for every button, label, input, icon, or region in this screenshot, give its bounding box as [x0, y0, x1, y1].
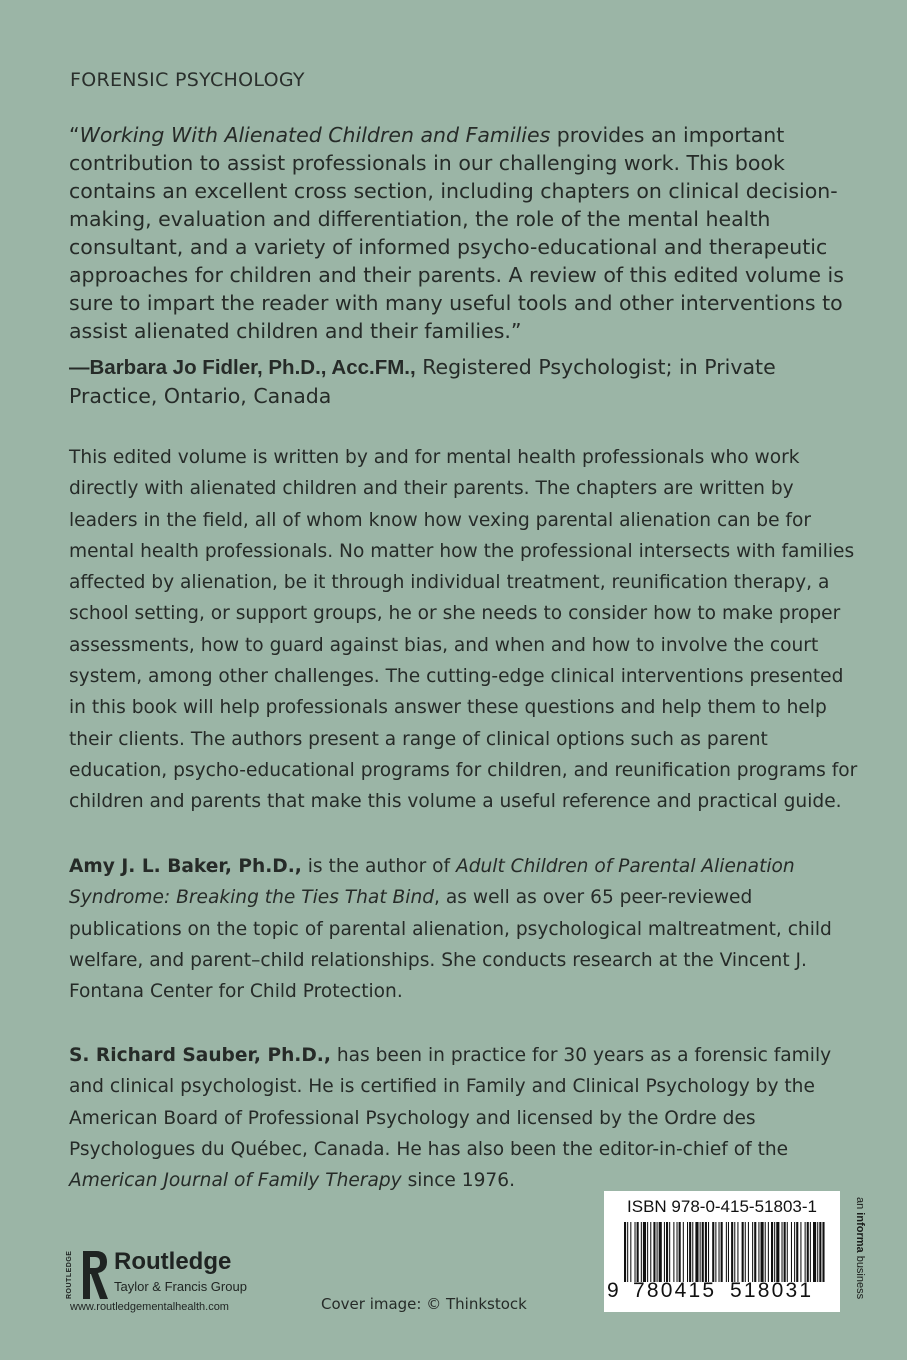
barcode-bar — [643, 1222, 646, 1282]
author2-name: S. Richard Sauber, Ph.D., — [69, 1045, 331, 1066]
barcode-bar — [700, 1222, 701, 1282]
barcode-bar — [748, 1222, 749, 1282]
barcode-bar — [669, 1222, 670, 1282]
barcode-bar — [813, 1222, 816, 1282]
informa-suffix: business — [854, 1252, 866, 1300]
isbn-label: ISBN 978-0-415-51803-1 — [627, 1197, 817, 1216]
publisher-group: Taylor & Francis Group — [114, 1279, 247, 1294]
barcode-bar — [659, 1222, 662, 1282]
quote-body: provides an important contribution to assist professionals in our challenging work. This book contains an excellent cross section, including chapters on clinical decision-making, evaluation and differentiation, the role of the mental health consultant, and a variety of informed psycho-educational and therapeutic approaches for children and their parents. A review of this edited volume is sure to impart the reader with many useful tools and other interventions to assist alienated children and their families.” — [69, 123, 844, 343]
barcode-bar — [647, 1222, 648, 1282]
barcode-bar — [745, 1222, 746, 1282]
attribution-name: —Barbara Jo Fidler, Ph.D., Acc.FM., — [69, 356, 416, 379]
endorsement-quote — [69, 121, 849, 345]
quote-attribution — [69, 353, 849, 410]
barcode-bar — [819, 1222, 821, 1282]
author2-text-before: has been in practice for 30 years as a forensic family and clinical psychologist. He is certified in Family and Clinical Psychology by the American Board of Professional Psychology and licensed by the Ordre des Psychologues du Québec, Canada. He has also been the editor-in-chief of the — [69, 1045, 832, 1160]
barcode-bar — [807, 1222, 809, 1282]
barcode-bar — [705, 1222, 707, 1282]
informa-brand: informa — [854, 1212, 866, 1253]
barcode-bar — [784, 1222, 786, 1282]
barcode-bar — [653, 1222, 655, 1282]
routledge-r-icon — [80, 1249, 110, 1301]
barcode-bar — [776, 1222, 779, 1282]
barcode-bar — [728, 1222, 729, 1282]
barcode-bar — [810, 1222, 811, 1282]
barcode-bar — [800, 1222, 801, 1282]
barcode-bar — [805, 1222, 806, 1282]
barcode-bar — [687, 1222, 688, 1282]
barcode-bar — [708, 1222, 709, 1282]
barcode-bar — [791, 1222, 792, 1282]
publisher-name: Routledge — [114, 1248, 232, 1275]
quote-book-title: Working With Alienated Children and Families — [79, 123, 551, 147]
barcode-bar — [822, 1222, 824, 1282]
barcode-bar — [817, 1222, 818, 1282]
author-bio-baker — [69, 851, 859, 1007]
barcode-bar — [673, 1222, 674, 1282]
barcode-bar — [768, 1222, 769, 1282]
barcode-bar — [683, 1222, 684, 1282]
barcode-bar — [715, 1222, 716, 1282]
barcode-bar — [637, 1222, 639, 1282]
quote-open-mark: “ — [69, 123, 80, 147]
barcode-bar — [771, 1222, 773, 1282]
barcode-bar — [624, 1222, 626, 1282]
barcode-bar — [774, 1222, 775, 1282]
barcode-bar — [679, 1222, 681, 1282]
logo-vertical-mark: ROUTLEDGE — [66, 1250, 73, 1299]
barcode-bar — [657, 1222, 658, 1282]
author1-text-before: is the author of — [301, 856, 456, 877]
barcode-bar — [719, 1222, 720, 1282]
barcode-bar — [726, 1222, 727, 1282]
barcode-bar — [650, 1222, 651, 1282]
barcode-bar — [677, 1222, 678, 1282]
barcode-bar — [635, 1222, 636, 1282]
publisher-website: www.routledgementalhealth.com — [70, 1301, 229, 1313]
barcode-bar — [794, 1222, 795, 1282]
barcode-bar — [765, 1222, 766, 1282]
barcode-bar — [761, 1222, 764, 1282]
barcode-bar — [721, 1222, 723, 1282]
barcode-bar — [754, 1222, 756, 1282]
author1-text-after: , as well as over 65 peer-reviewed publications on the topic of parental alienation, psychological maltreatment, child welfare, and parent–child relationships. She conducts research at the Vincent J. Fontana Center for Child Protection. — [69, 887, 832, 1003]
category-label: FORENSIC PSYCHOLOGY — [70, 69, 305, 91]
informa-prefix: an — [854, 1197, 866, 1213]
barcode-bar — [695, 1222, 698, 1282]
barcode-bar — [758, 1222, 759, 1282]
barcode-bar — [630, 1222, 631, 1282]
barcode-bar — [737, 1222, 738, 1282]
barcode-bar — [731, 1222, 733, 1282]
author1-book-title: Adult Children of Parental Alienation Syndrome: Breaking the Ties That Bind — [69, 856, 795, 909]
barcode-digit-first: 9 — [607, 1279, 619, 1302]
attribution-role: Registered Psychologist; in Private Practice, Ontario, Canada — [69, 355, 776, 408]
author1-name: Amy J. L. Baker, Ph.D., — [69, 856, 302, 877]
barcode-bar — [787, 1222, 788, 1282]
informa-business-label — [850, 1197, 866, 1309]
barcode-bar — [664, 1222, 665, 1282]
author-bio-sauber — [69, 1040, 864, 1196]
book-description: This edited volume is written by and for mental health professionals who work directly with alienated children and their parents. The chapters are written by leaders in the field, all of whom know how vexing parental alienation can be for mental health professionals. No matter how the professional intersects with families affected by alienation, be it through individual treatment, reunification therapy, a school setting, or support groups, he or she needs to consider how to make proper assessments, how to guard against bias, and when and how to involve the court system, among other challenges. The cutting-edge clinical interventions presented in this book will help professionals answer these questions and help them to help their clients. The authors present a range of clinical options such as parent education, psycho-educational programs for children, and reunification programs for children and parents that make this volume a useful reference and practical guide. — [69, 447, 858, 813]
barcode-digits-right: 518031 — [730, 1279, 814, 1302]
barcode-bar — [641, 1222, 642, 1282]
barcode-bars — [622, 1222, 826, 1282]
barcode-bar — [796, 1222, 798, 1282]
barcode-bar — [734, 1222, 735, 1282]
author2-journal-title: American Journal of Family Therapy — [69, 1170, 402, 1192]
isbn-barcode — [604, 1191, 840, 1312]
cover-image-credit: Cover image: © Thinkstock — [321, 1295, 527, 1313]
barcode-bar — [752, 1222, 753, 1282]
barcode-bar — [742, 1222, 744, 1282]
barcode-bar — [782, 1222, 783, 1282]
barcode-bar — [627, 1222, 628, 1282]
barcode-bar — [689, 1222, 691, 1282]
barcode-bar — [666, 1222, 668, 1282]
barcode-digits-left: 780415 — [633, 1279, 717, 1302]
barcode-bar — [702, 1222, 704, 1282]
barcode-bar — [692, 1222, 693, 1282]
author2-text-after: since 1976. — [401, 1170, 516, 1192]
barcode-bar — [712, 1222, 714, 1282]
